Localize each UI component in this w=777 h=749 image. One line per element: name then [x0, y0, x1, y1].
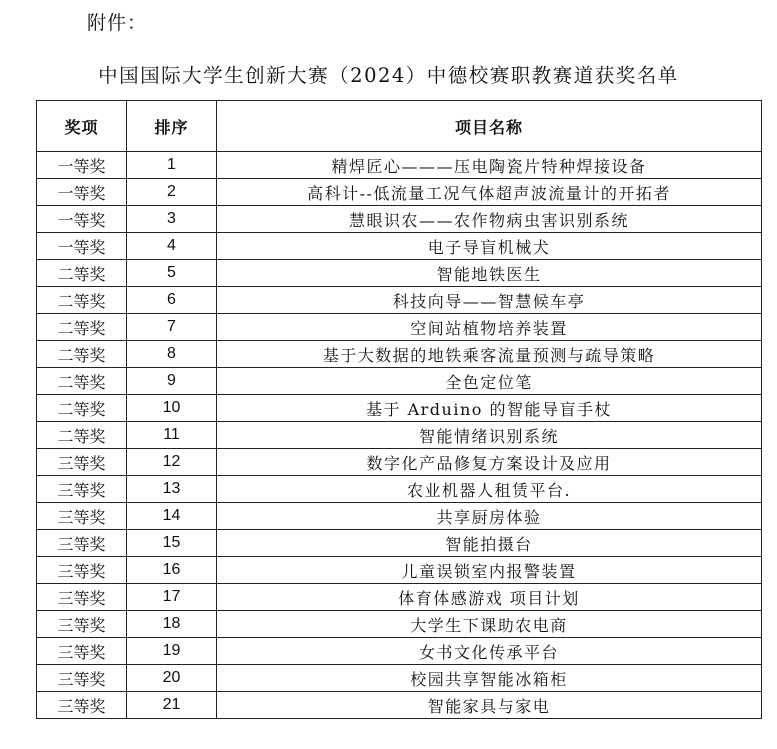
project-name-cell: 共享厨房体验 — [217, 503, 762, 530]
table-row — [37, 692, 762, 719]
table-row — [37, 503, 762, 530]
table-row — [37, 260, 762, 287]
table-row — [37, 395, 762, 422]
award-cell: 三等奖 — [37, 530, 127, 557]
header-rank: 排序 — [127, 101, 217, 152]
project-name-cell: 空间站植物培养装置 — [217, 314, 762, 341]
project-name-cell: 基于大数据的地铁乘客流量预测与疏导策略 — [217, 341, 762, 368]
table-row — [37, 152, 762, 179]
rank-cell: 20 — [127, 665, 217, 692]
rank-cell: 19 — [127, 638, 217, 665]
project-name-cell: 精焊匠心———压电陶瓷片特种焊接设备 — [217, 152, 762, 179]
award-cell: 一等奖 — [37, 179, 127, 206]
table-row — [37, 530, 762, 557]
project-name-cell: 智能地铁医生 — [217, 260, 762, 287]
table-row — [37, 206, 762, 233]
project-name-cell: 儿童误锁室内报警装置 — [217, 557, 762, 584]
table-row — [37, 341, 762, 368]
project-name-cell: 智能情绪识别系统 — [217, 422, 762, 449]
rank-cell: 18 — [127, 611, 217, 638]
award-cell: 一等奖 — [37, 206, 127, 233]
award-cell: 三等奖 — [37, 449, 127, 476]
award-list-table — [36, 100, 762, 719]
award-cell: 三等奖 — [37, 665, 127, 692]
award-cell: 二等奖 — [37, 314, 127, 341]
award-cell: 三等奖 — [37, 476, 127, 503]
project-name-cell: 科技向导——智慧候车亭 — [217, 287, 762, 314]
project-name-cell: 智能家具与家电 — [217, 692, 762, 719]
table-row — [37, 557, 762, 584]
project-name-cell: 校园共享智能冰箱柜 — [217, 665, 762, 692]
award-cell: 一等奖 — [37, 152, 127, 179]
award-cell: 二等奖 — [37, 260, 127, 287]
award-cell: 三等奖 — [37, 611, 127, 638]
table-row — [37, 449, 762, 476]
project-name-cell: 大学生下课助农电商 — [217, 611, 762, 638]
award-cell: 三等奖 — [37, 584, 127, 611]
rank-cell: 15 — [127, 530, 217, 557]
award-cell: 二等奖 — [37, 395, 127, 422]
table-row — [37, 611, 762, 638]
table-row — [37, 638, 762, 665]
award-cell: 二等奖 — [37, 287, 127, 314]
project-name-cell: 慧眼识农——农作物病虫害识别系统 — [217, 206, 762, 233]
rank-cell: 16 — [127, 557, 217, 584]
project-name-cell: 全色定位笔 — [217, 368, 762, 395]
award-cell: 二等奖 — [37, 422, 127, 449]
table-row — [37, 665, 762, 692]
project-name-cell: 农业机器人租赁平台. — [217, 476, 762, 503]
project-name-cell: 女书文化传承平台 — [217, 638, 762, 665]
award-cell: 三等奖 — [37, 503, 127, 530]
rank-cell: 8 — [127, 341, 217, 368]
award-cell: 二等奖 — [37, 368, 127, 395]
award-cell: 二等奖 — [37, 341, 127, 368]
rank-cell: 10 — [127, 395, 217, 422]
award-cell: 三等奖 — [37, 557, 127, 584]
rank-cell: 17 — [127, 584, 217, 611]
rank-cell: 7 — [127, 314, 217, 341]
table-row — [37, 584, 762, 611]
document-title: 中国国际大学生创新大赛（2024）中德校赛职教赛道获奖名单 — [98, 64, 679, 87]
table-row — [37, 314, 762, 341]
project-name-cell: 数字化产品修复方案设计及应用 — [217, 449, 762, 476]
award-cell: 三等奖 — [37, 638, 127, 665]
project-name-cell: 高科计--低流量工况气体超声波流量计的开拓者 — [217, 179, 762, 206]
attachment-label: 附件： — [87, 12, 148, 34]
project-name-cell: 基于 Arduino 的智能导盲手杖 — [217, 395, 762, 422]
rank-cell: 3 — [127, 206, 217, 233]
rank-cell: 21 — [127, 692, 217, 719]
table-header-row — [37, 101, 762, 152]
header-award: 奖项 — [37, 101, 127, 152]
project-name-cell: 体育体感游戏 项目计划 — [217, 584, 762, 611]
table-row — [37, 233, 762, 260]
table-row — [37, 368, 762, 395]
project-name-cell: 智能拍摄台 — [217, 530, 762, 557]
award-cell: 一等奖 — [37, 233, 127, 260]
rank-cell: 11 — [127, 422, 217, 449]
award-cell: 三等奖 — [37, 692, 127, 719]
table-row — [37, 179, 762, 206]
table-row — [37, 287, 762, 314]
rank-cell: 5 — [127, 260, 217, 287]
rank-cell: 1 — [127, 152, 217, 179]
header-project: 项目名称 — [217, 101, 762, 152]
rank-cell: 2 — [127, 179, 217, 206]
table-row — [37, 476, 762, 503]
rank-cell: 4 — [127, 233, 217, 260]
project-name-cell: 电子导盲机械犬 — [217, 233, 762, 260]
rank-cell: 12 — [127, 449, 217, 476]
rank-cell: 6 — [127, 287, 217, 314]
rank-cell: 9 — [127, 368, 217, 395]
rank-cell: 14 — [127, 503, 217, 530]
rank-cell: 13 — [127, 476, 217, 503]
table-row — [37, 422, 762, 449]
